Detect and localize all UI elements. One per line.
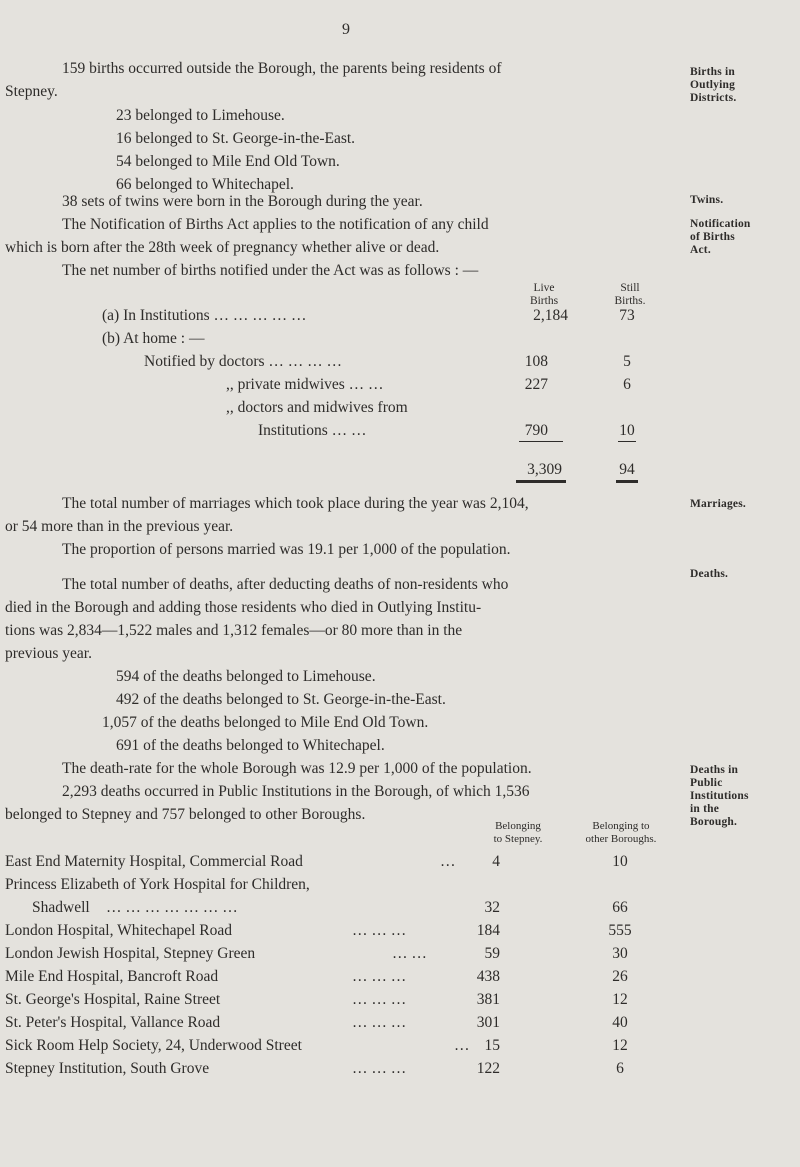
other-deaths-value: 555 xyxy=(608,922,632,939)
twins-line: 38 sets of twins were born in the Borough during the year. xyxy=(62,193,423,210)
notification-line-2: which is born after the 28th week of pregnancy whether alive or dead. xyxy=(5,239,440,256)
leader-dots: … xyxy=(454,1037,470,1054)
total-rule-still xyxy=(616,480,638,483)
leader-dots: … … … xyxy=(352,922,407,939)
sidenote-deaths-public xyxy=(690,764,749,829)
net-births-line: The net number of births notified under the Act was as follows : — xyxy=(62,262,479,279)
other-deaths-value: 10 xyxy=(612,853,628,870)
sidenote-line: Outlying xyxy=(690,79,736,91)
institution-name: Princess Elizabeth of York Hospital for Children, xyxy=(5,876,310,893)
other-deaths-value: 12 xyxy=(612,991,628,1008)
live-births-value: 2,184 xyxy=(533,307,568,324)
header-line: Belonging to xyxy=(592,820,650,832)
still-births-value: 5 xyxy=(623,353,631,370)
leader-dots: … … … xyxy=(352,991,407,1008)
sidenote-line: Act. xyxy=(690,244,711,256)
page-number: 9 xyxy=(342,21,350,38)
sidenote-deaths: Deaths. xyxy=(690,568,729,580)
sidenote-line: in the xyxy=(690,803,719,815)
births-outside-line-2: Stepney. xyxy=(5,83,58,100)
leader-dots: … … … xyxy=(352,1014,407,1031)
births-district-item: 54 belonged to Mile End Old Town. xyxy=(116,153,340,170)
deaths-line-1: The total number of deaths, after deducting deaths of non-residents who xyxy=(62,576,509,593)
births-outside-line-1: 159 births occurred outside the Borough, the parents being residents of xyxy=(62,60,502,77)
leader-dots: … xyxy=(440,853,456,870)
institution-name: St. George's Hospital, Raine Street xyxy=(5,991,221,1008)
deaths-line-3: tions was 2,834—1,522 males and 1,312 females—or 80 more than in the xyxy=(5,622,463,639)
institution-name: Mile End Hospital, Bancroft Road xyxy=(5,968,219,985)
header-line: other Boroughs. xyxy=(585,833,657,845)
total-rule-live xyxy=(516,480,566,483)
header-line: Still xyxy=(620,282,640,294)
table-row-label: (a) In Institutions … … … … … xyxy=(102,307,307,324)
deaths-district-item: 492 of the deaths belonged to St. George-in-the-East. xyxy=(116,691,446,708)
leader-dots: … … … xyxy=(352,968,407,985)
institution-name: St. Peter's Hospital, Vallance Road xyxy=(5,1014,221,1031)
still-births-value: 10 xyxy=(619,422,635,439)
deaths-district-item: 594 of the deaths belonged to Limehouse. xyxy=(116,668,376,685)
live-births-value: 227 xyxy=(524,376,548,393)
other-deaths-value: 40 xyxy=(612,1014,628,1031)
sidenote-births-outlying xyxy=(690,66,736,105)
other-deaths-value: 12 xyxy=(612,1037,628,1054)
public-institutions-line-1: 2,293 deaths occurred in Public Institutions in the Borough, of which 1,536 xyxy=(62,783,530,800)
table-row-label: Institutions … … xyxy=(258,422,367,439)
institution-name: London Hospital, Whitechapel Road xyxy=(5,922,232,939)
marriages-line-3: The proportion of persons married was 19.1 per 1,000 of the population. xyxy=(62,541,511,558)
stepney-deaths-value: 184 xyxy=(476,922,500,939)
births-district-item: 16 belonged to St. George-in-the-East. xyxy=(116,130,356,147)
total-still-births: 94 xyxy=(619,461,635,478)
leader-dots: … … … xyxy=(352,1060,407,1077)
inst-col-stepney-header xyxy=(470,820,566,846)
table-row-label: Notified by doctors … … … … xyxy=(144,353,343,370)
stepney-deaths-value: 438 xyxy=(476,968,500,985)
marriages-line-1: The total number of marriages which took place during the year was 2,104, xyxy=(62,495,529,512)
births-col-still-header xyxy=(598,282,662,308)
public-institutions-line-2: belonged to Stepney and 757 belonged to other Boroughs. xyxy=(5,806,366,823)
live-births-value: 108 xyxy=(524,353,548,370)
subtotal-rule-live xyxy=(519,441,563,442)
other-deaths-value: 26 xyxy=(612,968,628,985)
stepney-deaths-value: 301 xyxy=(476,1014,500,1031)
stepney-deaths-value: 381 xyxy=(476,991,500,1008)
sidenote-twins: Twins. xyxy=(690,194,724,206)
total-live-births: 3,309 xyxy=(527,461,562,478)
sidenote-line: Institutions xyxy=(690,790,749,802)
sidenote-line: Districts. xyxy=(690,92,737,104)
table-row-label: ,, doctors and midwives from xyxy=(226,399,408,416)
sidenote-marriages: Marriages. xyxy=(690,498,746,510)
institution-name: Shadwell xyxy=(32,899,90,916)
deaths-line-2: died in the Borough and adding those residents who died in Outlying Institu- xyxy=(5,599,482,616)
subtotal-rule-still xyxy=(618,441,636,442)
deaths-line-4: previous year. xyxy=(5,645,92,662)
death-rate-line: The death-rate for the whole Borough was 12.9 per 1,000 of the population. xyxy=(62,760,532,777)
header-line: Belonging xyxy=(495,820,541,832)
sidenote-line: of Births xyxy=(690,231,735,243)
stepney-deaths-value: 32 xyxy=(484,899,500,916)
deaths-district-item: 1,057 of the deaths belonged to Mile End Old Town. xyxy=(102,714,429,731)
births-district-item: 66 belonged to Whitechapel. xyxy=(116,176,294,193)
sidenote-line: Deaths in xyxy=(690,764,739,776)
sidenote-line: Borough. xyxy=(690,816,738,828)
stepney-deaths-value: 15 xyxy=(484,1037,500,1054)
header-line: Live xyxy=(533,282,555,294)
sidenote-line: Births in xyxy=(690,66,735,78)
sidenote-notification-act xyxy=(690,218,751,257)
institution-name: London Jewish Hospital, Stepney Green xyxy=(5,945,256,962)
births-col-live-header xyxy=(512,282,576,308)
institution-name: Stepney Institution, South Grove xyxy=(5,1060,210,1077)
other-deaths-value: 30 xyxy=(612,945,628,962)
still-births-value: 6 xyxy=(623,376,631,393)
live-births-value: 790 xyxy=(524,422,548,439)
other-deaths-value: 6 xyxy=(616,1060,624,1077)
marriages-line-2: or 54 more than in the previous year. xyxy=(5,518,234,535)
inst-col-other-header xyxy=(562,820,680,846)
institution-name: East End Maternity Hospital, Commercial Road xyxy=(5,853,303,870)
other-deaths-value: 66 xyxy=(612,899,628,916)
still-births-value: 73 xyxy=(619,307,635,324)
births-district-item: 23 belonged to Limehouse. xyxy=(116,107,285,124)
deaths-district-item: 691 of the deaths belonged to Whitechapel. xyxy=(116,737,385,754)
stepney-deaths-value: 4 xyxy=(492,853,500,870)
table-row-label: (b) At home : — xyxy=(102,330,205,347)
leader-dots: … … xyxy=(392,945,427,962)
leader-dots: … … … … … … … xyxy=(106,899,238,916)
sidenote-line: Public xyxy=(690,777,723,789)
header-line: Births. xyxy=(614,295,646,307)
notification-line-1: The Notification of Births Act applies to the notification of any child xyxy=(62,216,489,233)
sidenote-line: Notification xyxy=(690,218,751,230)
stepney-deaths-value: 59 xyxy=(484,945,500,962)
institution-name: Sick Room Help Society, 24, Underwood Street xyxy=(5,1037,302,1054)
table-row-label: ,, private midwives … … xyxy=(226,376,384,393)
stepney-deaths-value: 122 xyxy=(476,1060,500,1077)
header-line: Births xyxy=(529,295,559,307)
header-line: to Stepney. xyxy=(493,833,543,845)
